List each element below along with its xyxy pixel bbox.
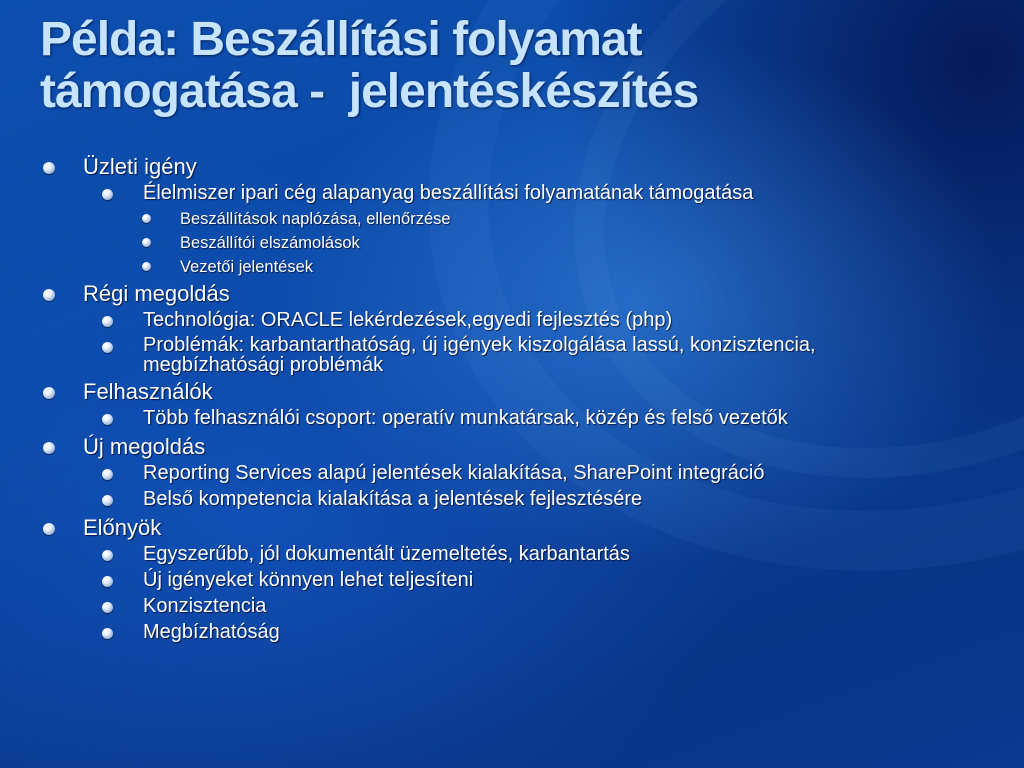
bullet-dot-icon (102, 602, 113, 613)
sub-sub-bullet-text: Beszállítói elszámolások (180, 234, 360, 252)
bullet-item (40, 515, 1000, 540)
sub-bullet-text: Problémák: karbantarthatóság, új igények kiszolgálása lassú, konzisztencia, megbízhatósági problémák (143, 334, 816, 376)
bullet-list (40, 150, 1000, 644)
sub-bullet-text: Belső kompetencia kialakítása a jelentések fejlesztésére (143, 488, 643, 510)
bullet-text: Új megoldás (83, 434, 206, 459)
bullet-dot-icon (102, 189, 113, 200)
bullet-text: Üzleti igény (83, 154, 197, 179)
bullet-dot-icon (102, 576, 113, 587)
bullet-dot-icon (142, 262, 151, 271)
sub-sub-bullet-text: Vezetői jelentések (180, 258, 314, 276)
slide-title-line: támogatása - jelentéskészítés (40, 65, 699, 118)
bullet-item (40, 379, 1000, 404)
sub-bullet-item (40, 335, 1000, 375)
sub-bullet-item (40, 407, 1000, 430)
sub-bullet-text: Megbízhatóság (143, 621, 280, 643)
sub-bullet-text: Élelmiszer ipari cég alapanyag beszállítási folyamatának támogatása (143, 182, 754, 204)
sub-bullet-text: Új igényeket könnyen lehet teljesíteni (143, 569, 474, 591)
bullet-dot-icon (102, 316, 113, 327)
sub-bullet-item (40, 462, 1000, 485)
sub-bullet-item (40, 182, 1000, 205)
sub-bullet-text: Reporting Services alapú jelentések kialakítása, SharePoint integráció (143, 462, 765, 484)
bullet-dot-icon (102, 628, 113, 639)
bullet-dot-icon (142, 214, 151, 223)
bullet-dot-icon (43, 387, 55, 399)
bullet-dot-icon (102, 469, 113, 480)
sub-bullet-item (40, 595, 1000, 618)
bullet-text: Régi megoldás (83, 281, 230, 306)
bullet-dot-icon (102, 342, 113, 353)
slide-title (40, 14, 1000, 118)
sub-bullet-item (40, 621, 1000, 644)
bullet-item (40, 434, 1000, 459)
bullet-dot-icon (102, 414, 113, 425)
bullet-dot-icon (102, 495, 113, 506)
sub-bullet-text: Konzisztencia (143, 595, 267, 617)
slide-title-line: Példa: Beszállítási folyamat (40, 13, 642, 66)
bullet-item (40, 154, 1000, 179)
bullet-item (40, 281, 1000, 306)
bullet-dot-icon (142, 238, 151, 247)
bullet-text: Felhasználók (83, 379, 213, 404)
bullet-dot-icon (102, 550, 113, 561)
sub-sub-bullet-text: Beszállítások naplózása, ellenőrzése (180, 210, 451, 228)
sub-sub-bullet-item (40, 257, 1000, 277)
bullet-dot-icon (43, 289, 55, 301)
sub-bullet-text: Egyszerűbb, jól dokumentált üzemeltetés, karbantartás (143, 543, 630, 565)
sub-bullet-text: Technológia: ORACLE lekérdezések,egyedi fejlesztés (php) (143, 309, 673, 331)
bullet-text: Előnyök (83, 515, 162, 540)
bullet-dot-icon (43, 523, 55, 535)
bullet-dot-icon (43, 442, 55, 454)
sub-bullet-item (40, 569, 1000, 592)
bullet-dot-icon (43, 162, 55, 174)
sub-bullet-text: Több felhasználói csoport: operatív munkatársak, közép és felső vezetők (143, 407, 788, 429)
sub-bullet-item (40, 543, 1000, 566)
sub-bullet-item (40, 488, 1000, 511)
sub-sub-bullet-item (40, 233, 1000, 253)
sub-bullet-item (40, 309, 1000, 332)
sub-sub-bullet-item (40, 209, 1000, 229)
